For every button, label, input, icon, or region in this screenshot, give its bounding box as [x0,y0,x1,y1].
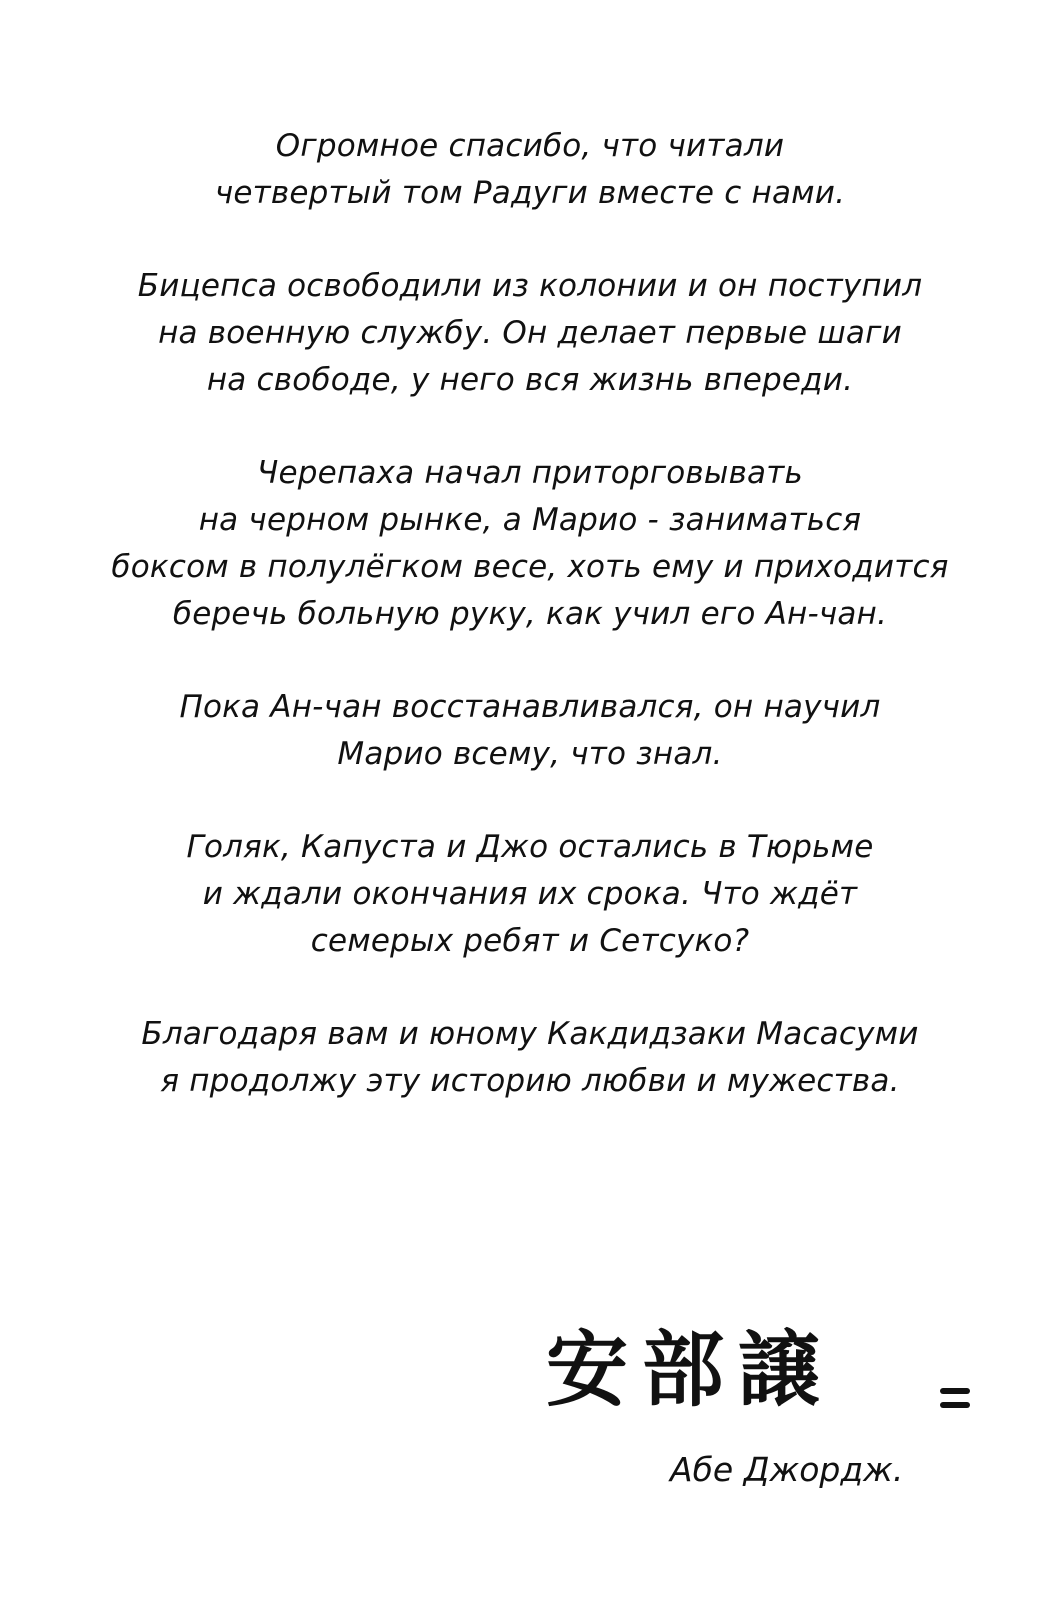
author-signature [540,1300,1010,1520]
text-line: Благодаря вам и юному Какдидзаки Масасуми [141,1016,919,1052]
paragraph-closing [60,1011,1000,1105]
author-name: Абе Джордж. [670,1450,904,1489]
text-line: на свободе, у него вся жизнь впереди. [206,362,854,398]
text-line: Голяк, Капуста и Джо остались в Тюрьме [186,829,874,865]
text-line: беречь больную руку, как учил его Ан-чан. [172,596,888,632]
paragraph-prison [60,824,1000,965]
text-line: и ждали окончания их срока. Что ждёт [202,876,858,912]
signature-kanji: 安部譲 [546,1322,835,1418]
text-line: на военную службу. Он делает первые шаги [158,315,902,351]
paragraph-turtle-mario [60,450,1000,638]
text-line: Черепаха начал приторговывать [257,455,803,491]
text-line: Марио всему, что знал. [337,736,723,772]
text-line: четвертый том Радуги вместе с нами. [214,175,846,211]
afterword-text [60,123,1000,1151]
text-line: Бицепса освободили из колонии и он поступил [137,268,923,304]
paragraph-thanks [60,123,1000,217]
paragraph-biceps [60,263,1000,404]
equals-mark [940,1388,972,1412]
text-line: боксом в полулёгком весе, хоть ему и приходится [111,549,949,585]
paragraph-anchan [60,684,1000,778]
text-line: я продолжу эту историю любви и мужества. [160,1063,900,1099]
text-line: Огромное спасибо, что читали [275,128,785,164]
text-line: на черном рынке, а Марио - заниматься [198,502,862,538]
text-line: Пока Ан-чан восстанавливался, он научил [179,689,881,725]
text-line: семерых ребят и Сетсуко? [310,923,750,959]
